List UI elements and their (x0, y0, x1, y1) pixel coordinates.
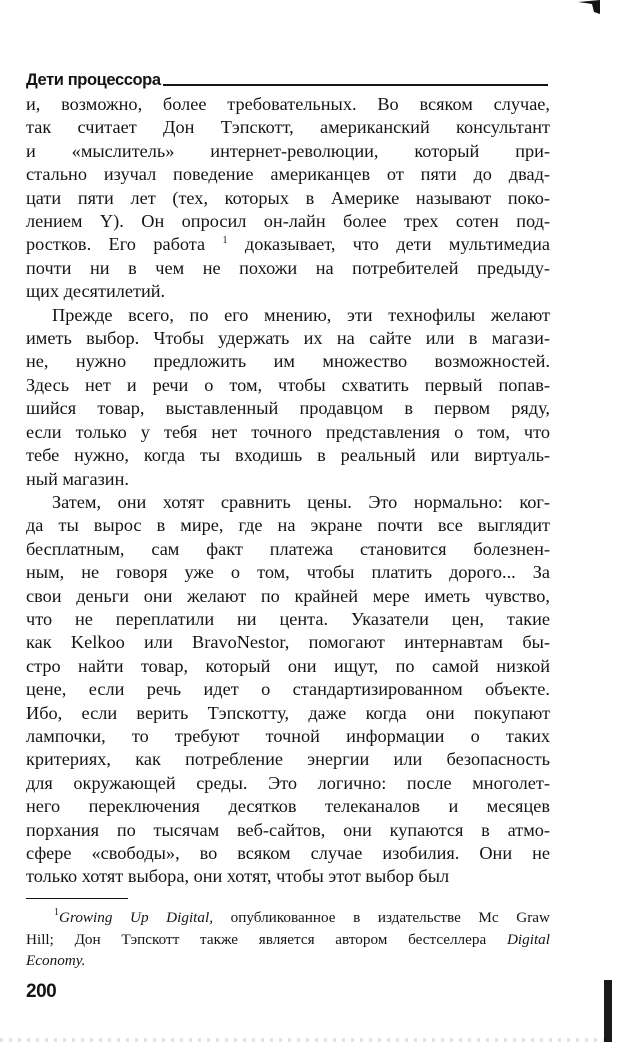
text-line: бесплатным, сам факт платежа становится болезнен- (26, 538, 550, 559)
text-line: Ибо, если верить Тэпскотту, даже когда они покупают (26, 702, 550, 723)
text-line: ным, не говоря уже о том, чтобы платить дорого... За (26, 562, 550, 583)
running-title: Дети процессора (26, 70, 161, 89)
body-text (26, 93, 550, 889)
scan-bottom-noise (0, 1038, 604, 1042)
text-line: Здесь нет и речи о том, чтобы схватить первый попав- (26, 374, 550, 395)
text-line: Прежде всего, по его мнению, эти технофилы желают (52, 304, 550, 325)
text-line: если только у тебя нет точного представления о том, что (26, 421, 550, 442)
text-line: не, нужно предложить им множество возможностей. (26, 351, 550, 372)
footnote-italic: Economy. (26, 952, 86, 969)
text-line (26, 233, 550, 256)
text-line: как Kelkoo или BravoNestor, помогают интернавтам бы- (26, 632, 550, 653)
text-line: щих десятилетий. (26, 281, 166, 302)
text-line: только хотят выбора, они хотят, чтобы этот выбор был (26, 866, 450, 887)
footnote-rule (26, 898, 128, 899)
footnote-line (26, 907, 550, 929)
text-line: него переключения десятков телеканалов и месяцев (26, 796, 550, 817)
text-line: стро найти товар, который они ищут, по самой низкой (26, 655, 550, 676)
text-line: лампочки, то требуют точной информации о таких (26, 725, 550, 746)
line-segment: доказывает, что дети мультимедиа (227, 234, 550, 255)
text-line: стально изучал поведение американцев от пяти до двад- (26, 164, 550, 185)
scan-corner-mark (578, 0, 600, 14)
footnote-italic: Growing Up Digital, (59, 909, 214, 926)
text-line: шийся товар, выставленный продавцом в первом ряду, (26, 398, 550, 419)
footnote-text: опубликованное в издательстве Mc Graw (213, 909, 550, 926)
text-line: да ты вырос в мире, где на экране почти все выглядит (26, 515, 550, 536)
text-line: и «мыслитель» интернет-революции, который при- (26, 140, 550, 161)
footnote-text: Hill; Дон Тэпскотт также является автором бестселлера (26, 930, 507, 948)
text-line: так считает Дон Тэпскотт, американский консультант (26, 117, 550, 138)
text-line: цати пяти лет (тех, которых в Америке называют поко- (26, 187, 550, 208)
line-segment: ростков. Его работа (26, 234, 223, 255)
footnote-ref: 1 (222, 235, 228, 247)
footnote-line (26, 929, 550, 951)
paragraph (26, 491, 550, 889)
text-line: для окружающей среды. Это логично: после многолет- (26, 772, 550, 793)
text-line: ный магазин. (26, 468, 129, 489)
text-line: и, возможно, более требовательных. Во всяком случае, (26, 94, 550, 114)
text-line: цене, если речь идет о стандартизированном объекте. (26, 679, 550, 700)
text-line: порхания по тысячам веб-сайтов, они купаются в атмо- (26, 819, 550, 840)
text-line: Затем, они хотят сравнить цены. Это нормально: ког- (52, 491, 550, 512)
running-header (26, 64, 548, 88)
text-line: почти ни в чем не похожи на потребителей предыду- (26, 257, 550, 278)
text-line: сфере «свободы», во всяком случае изобилия. Они не (26, 843, 550, 863)
text-line: что не переплатили ни цента. Указатели цен, такие (26, 608, 550, 629)
text-line: критериях, как потребление энергии или безопасность (26, 749, 550, 770)
page-number: 200 (26, 981, 57, 1002)
footnote-line (26, 950, 550, 972)
text-line: свои деньги они желают по крайней мере иметь чувство, (26, 585, 550, 606)
footnote-italic: Digital (506, 930, 550, 948)
text-line: лением Y). Он опросил он-лайн более трех сотен под- (26, 211, 550, 232)
scan-edge-mark (604, 980, 612, 1042)
paragraph (26, 304, 550, 491)
footnote-marker: 1 (54, 907, 59, 918)
text-line: иметь выбор. Чтобы удержать их на сайте или в магази- (26, 328, 550, 349)
paragraph (26, 93, 550, 304)
header-rule (163, 84, 548, 86)
footnote (26, 907, 550, 972)
text-line: тебе нужно, когда ты входишь в реальный или виртуаль- (26, 445, 550, 466)
